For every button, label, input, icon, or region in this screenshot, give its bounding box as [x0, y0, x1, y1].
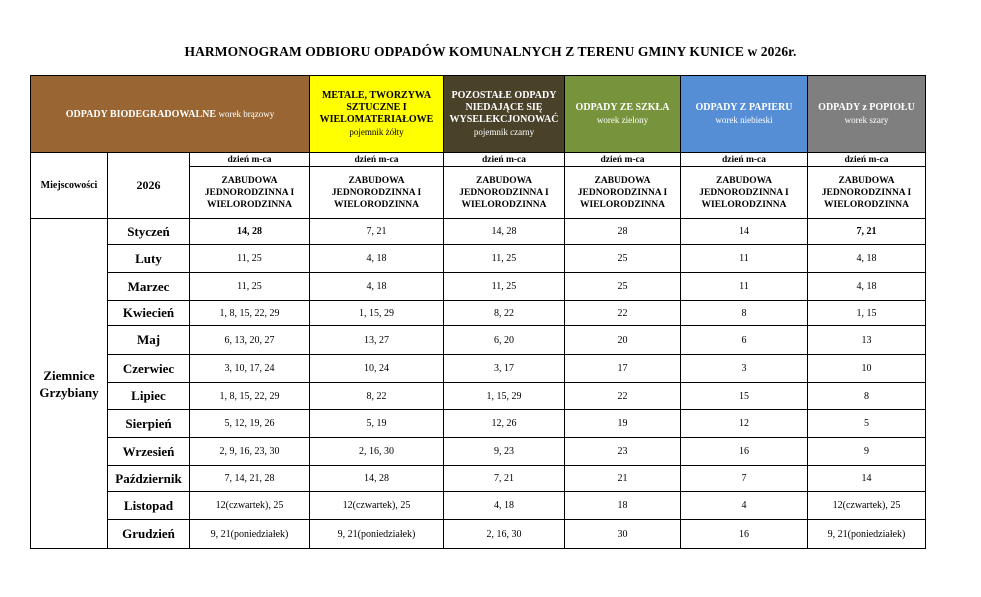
pop-cell: 13	[808, 326, 926, 355]
month-cell: Lipiec	[108, 383, 190, 410]
pap-cell: 16	[681, 520, 808, 549]
year-label: 2026	[108, 153, 190, 219]
header-biodegradable: ODPADY BIODEGRADOWALNE worek brązowy	[31, 76, 310, 153]
table-row	[31, 492, 926, 520]
table-row	[31, 438, 926, 466]
table-row	[31, 219, 926, 245]
poz-cell: 12, 26	[444, 410, 565, 438]
szk-cell: 21	[565, 466, 681, 492]
bio-cell: 9, 21(poniedziałek)	[190, 520, 310, 549]
szk-cell: 20	[565, 326, 681, 355]
bio-cell: 12(czwartek), 25	[190, 492, 310, 520]
month-cell: Sierpień	[108, 410, 190, 438]
day-label: dzień m-ca	[190, 153, 310, 167]
bio-cell: 14, 28	[190, 219, 310, 245]
pop-cell: 5	[808, 410, 926, 438]
table-row	[31, 410, 926, 438]
day-label: dzień m-ca	[565, 153, 681, 167]
pap-cell: 16	[681, 438, 808, 466]
zabudowa-label: ZABUDOWA JEDNORODZINNA I WIELORODZINNA	[444, 167, 565, 219]
month-cell: Czerwiec	[108, 355, 190, 383]
poz-cell: 7, 21	[444, 466, 565, 492]
poz-cell: 4, 18	[444, 492, 565, 520]
page-title: HARMONOGRAM ODBIORU ODPADÓW KOMUNALNYCH Z TERENU GMINY KUNICE w 2026r.	[184, 44, 797, 59]
szk-cell: 19	[565, 410, 681, 438]
schedule-table	[30, 75, 926, 549]
pop-cell: 9	[808, 438, 926, 466]
month-cell: Luty	[108, 245, 190, 273]
poz-cell: 6, 20	[444, 326, 565, 355]
poz-cell: 1, 15, 29	[444, 383, 565, 410]
month-cell: Styczeń	[108, 219, 190, 245]
poz-cell: 11, 25	[444, 245, 565, 273]
bio-cell: 1, 8, 15, 22, 29	[190, 383, 310, 410]
pop-cell: 8	[808, 383, 926, 410]
pop-cell: 12(czwartek), 25	[808, 492, 926, 520]
day-label: dzień m-ca	[444, 153, 565, 167]
szk-cell: 30	[565, 520, 681, 549]
met-cell: 12(czwartek), 25	[310, 492, 444, 520]
met-cell: 4, 18	[310, 273, 444, 301]
locations-label: Miejscowości	[31, 153, 108, 219]
bio-cell: 11, 25	[190, 273, 310, 301]
zabudowa-label: ZABUDOWA JEDNORODZINNA I WIELORODZINNA	[310, 167, 444, 219]
pap-cell: 6	[681, 326, 808, 355]
met-cell: 4, 18	[310, 245, 444, 273]
pop-cell: 10	[808, 355, 926, 383]
month-cell: Grudzień	[108, 520, 190, 549]
met-cell: 5, 19	[310, 410, 444, 438]
pap-cell: 15	[681, 383, 808, 410]
pap-cell: 11	[681, 273, 808, 301]
bio-cell: 1, 8, 15, 22, 29	[190, 301, 310, 326]
month-cell: Marzec	[108, 273, 190, 301]
pap-cell: 11	[681, 245, 808, 273]
header-metals-plastics: METALE, TWORZYWA SZTUCZNE I WIELOMATERIAŁOWE pojemnik żółty	[310, 76, 444, 153]
bio-cell: 2, 9, 16, 23, 30	[190, 438, 310, 466]
table-row	[31, 245, 926, 273]
pap-cell: 4	[681, 492, 808, 520]
day-label: dzień m-ca	[808, 153, 926, 167]
month-cell: Kwiecień	[108, 301, 190, 326]
header-glass: ODPADY ZE SZKŁA worek zielony	[565, 76, 681, 153]
header-paper: ODPADY Z PAPIERU worek niebieski	[681, 76, 808, 153]
town-name: Ziemnice Grzybiany	[31, 219, 108, 549]
bio-cell: 11, 25	[190, 245, 310, 273]
pop-cell: 14	[808, 466, 926, 492]
pop-cell: 7, 21	[808, 219, 926, 245]
header-row	[31, 76, 926, 153]
pap-cell: 7	[681, 466, 808, 492]
szk-cell: 22	[565, 301, 681, 326]
szk-cell: 28	[565, 219, 681, 245]
met-cell: 10, 24	[310, 355, 444, 383]
pop-cell: 9, 21(poniedziałek)	[808, 520, 926, 549]
table-row	[31, 355, 926, 383]
poz-cell: 11, 25	[444, 273, 565, 301]
szk-cell: 25	[565, 273, 681, 301]
met-cell: 8, 22	[310, 383, 444, 410]
zabudowa-label: ZABUDOWA JEDNORODZINNA I WIELORODZINNA	[565, 167, 681, 219]
table-row	[31, 520, 926, 549]
zabudowa-label: ZABUDOWA JEDNORODZINNA I WIELORODZINNA	[808, 167, 926, 219]
met-cell: 9, 21(poniedziałek)	[310, 520, 444, 549]
table-row	[31, 273, 926, 301]
table-row	[31, 326, 926, 355]
table-row	[31, 383, 926, 410]
poz-cell: 14, 28	[444, 219, 565, 245]
poz-cell: 3, 17	[444, 355, 565, 383]
header-mixed-waste: POZOSTAŁE ODPADY NIEDAJĄCE SIĘ WYSELEKCJONOWAĆ pojemnik czarny	[444, 76, 565, 153]
pap-cell: 12	[681, 410, 808, 438]
pap-cell: 8	[681, 301, 808, 326]
met-cell: 2, 16, 30	[310, 438, 444, 466]
pap-cell: 3	[681, 355, 808, 383]
szk-cell: 22	[565, 383, 681, 410]
zabudowa-label: ZABUDOWA JEDNORODZINNA I WIELORODZINNA	[190, 167, 310, 219]
poz-cell: 9, 23	[444, 438, 565, 466]
month-cell: Maj	[108, 326, 190, 355]
szk-cell: 18	[565, 492, 681, 520]
zabudowa-label: ZABUDOWA JEDNORODZINNA I WIELORODZINNA	[681, 167, 808, 219]
pop-cell: 4, 18	[808, 245, 926, 273]
szk-cell: 23	[565, 438, 681, 466]
day-label: dzień m-ca	[681, 153, 808, 167]
bio-cell: 3, 10, 17, 24	[190, 355, 310, 383]
pop-cell: 1, 15	[808, 301, 926, 326]
pap-cell: 14	[681, 219, 808, 245]
met-cell: 1, 15, 29	[310, 301, 444, 326]
szk-cell: 17	[565, 355, 681, 383]
bio-cell: 7, 14, 21, 28	[190, 466, 310, 492]
met-cell: 14, 28	[310, 466, 444, 492]
month-cell: Październik	[108, 466, 190, 492]
poz-cell: 2, 16, 30	[444, 520, 565, 549]
month-cell: Wrzesień	[108, 438, 190, 466]
header-ash: ODPADY z POPIOŁU worek szary	[808, 76, 926, 153]
table-row	[31, 466, 926, 492]
met-cell: 13, 27	[310, 326, 444, 355]
month-cell: Listopad	[108, 492, 190, 520]
met-cell: 7, 21	[310, 219, 444, 245]
day-label: dzień m-ca	[310, 153, 444, 167]
poz-cell: 8, 22	[444, 301, 565, 326]
table-row	[31, 301, 926, 326]
bio-cell: 6, 13, 20, 27	[190, 326, 310, 355]
bio-cell: 5, 12, 19, 26	[190, 410, 310, 438]
pop-cell: 4, 18	[808, 273, 926, 301]
day-label-row	[31, 153, 926, 167]
szk-cell: 25	[565, 245, 681, 273]
